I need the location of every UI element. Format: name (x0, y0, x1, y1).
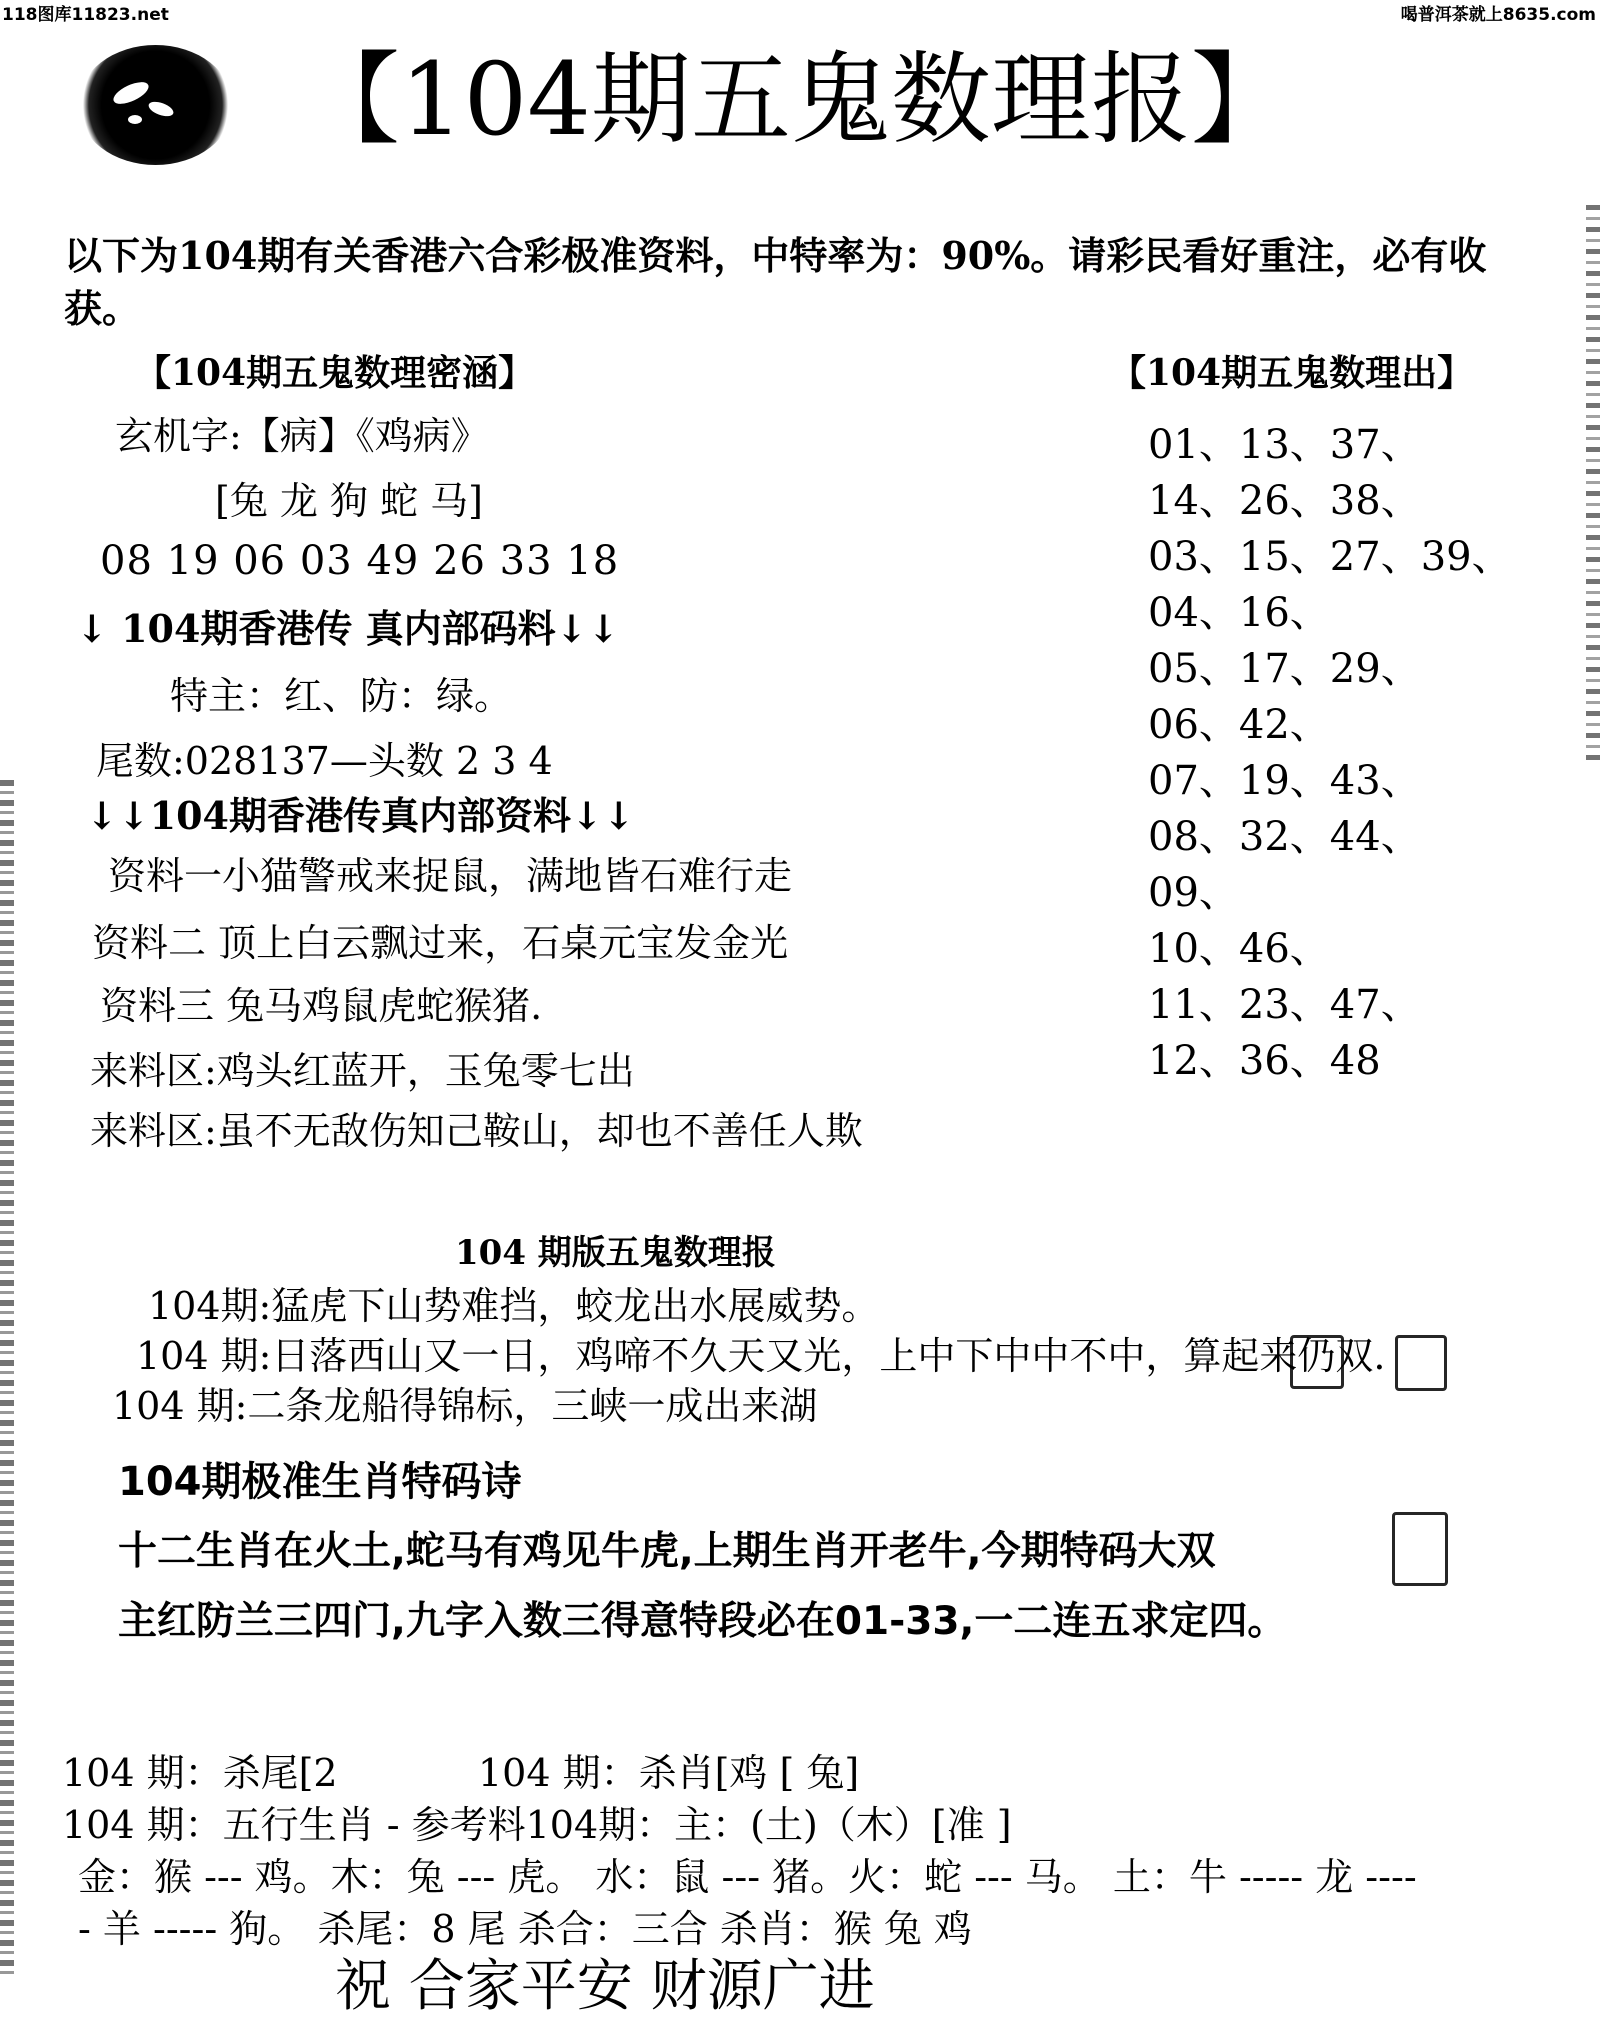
ziliao-1: 资料一小猫警戒来捉鼠，满地皆石难行走 (108, 854, 793, 898)
lottery-row: 09、 (1148, 870, 1239, 916)
middle-subtitle: 104 期版五鬼数理报 (455, 1233, 776, 1273)
left-edge-artifact (0, 780, 14, 1980)
numbers-line: 08 19 06 03 49 26 33 18 (100, 538, 620, 584)
site-left-label: 118图库11823.net (2, 5, 169, 25)
xuanji-line: 玄机字:【病】《鸡病》 (115, 414, 489, 458)
lailiao-1: 来料区:鸡头红蓝开，玉兔零七出 (90, 1049, 635, 1093)
intro-line-2: 获。 (64, 286, 141, 331)
scribble-mark (1290, 1335, 1344, 1389)
site-right-label: 喝普洱茶就上8635.com (1400, 5, 1596, 25)
scribble-mark (1395, 1335, 1447, 1391)
tezhu-line: 特主：红、防：绿。 (170, 674, 513, 718)
lottery-row: 07、19、43、 (1148, 758, 1421, 804)
bottom-kill-tail: 104 期：杀尾[2 (62, 1751, 338, 1795)
ziliao-3: 资料三 兔马鸡鼠虎蛇猴猪. (100, 984, 543, 1028)
right-section-heading: 【104期五鬼数理出】 (1110, 352, 1474, 394)
lailiao-2: 来料区:虽不无敌伤知己鞍山，却也不善任人欺 (90, 1109, 863, 1153)
middle-line-1: 104期:猛虎下山势难挡，蛟龙出水展威势。 (148, 1284, 880, 1328)
poem-line-1: 十二生肖在火土,蛇马有鸡见牛虎,上期生肖开老牛,今期特码大双 (118, 1529, 1216, 1574)
zodiac-line: [兔 龙 狗 蛇 马] (215, 479, 483, 523)
intro-line-1: 以下为104期有关香港六合彩极准资料，中特率为：90%。请彩民看好重注，必有收 (64, 233, 1487, 278)
lottery-row: 05、17、29、 (1148, 646, 1421, 692)
lottery-row: 10、46、 (1148, 926, 1330, 972)
lottery-row: 08、32、44、 (1148, 814, 1421, 860)
middle-line-3: 104 期:二条龙船得锦标，三峡一成出来湖 (112, 1384, 818, 1428)
lottery-row: 01、13、37、 (1148, 422, 1421, 468)
ziliao-2: 资料二 顶上白云飘过来，石桌元宝发金光 (92, 921, 789, 965)
scribble-mark (1392, 1512, 1448, 1586)
bottom-kill-zodiac: 104 期：杀肖[鸡 [ 兔] (478, 1751, 860, 1795)
right-edge-artifact (1586, 205, 1600, 765)
left-section-heading: 【104期五鬼数理密涵】 (135, 352, 535, 394)
lottery-row: 14、26、38、 (1148, 478, 1421, 524)
bottom-five-elements: 104 期：五行生肖 - 参考料104期：主：(土)（木）[准 ] (62, 1803, 1012, 1847)
poem-line-2: 主红防兰三四门,九字入数三得意特段必在01-33,一二连五求定四。 (118, 1599, 1287, 1644)
lottery-row: 12、36、48 (1148, 1038, 1381, 1084)
ghost-logo-icon (78, 45, 233, 165)
weishu-line: 尾数:028137—头数 2 3 4 (96, 739, 553, 783)
poem-heading: 104期极准生肖特码诗 (118, 1459, 522, 1505)
lottery-row: 03、15、27、39、 (1148, 534, 1512, 580)
middle-line-2: 104 期:日落西山又一日，鸡啼不久天又光，上中下中中不中，算起来仍双. (136, 1334, 1386, 1378)
hk-fax-line-1: ↓ 104期香港传 真内部码料↓↓ (76, 606, 620, 651)
lottery-row: 06、42、 (1148, 702, 1330, 748)
page-title: 【104期五鬼数理报】 (300, 41, 1291, 158)
lottery-row: 04、16、 (1148, 590, 1330, 636)
bottom-elements-mapping-2: - 羊 ----- 狗。 杀尾：8 尾 杀合：三合 杀肖：猴 兔 鸡 (78, 1907, 972, 1951)
bottom-elements-mapping-1: 金：猴 --- 鸡。木：兔 --- 虎。 水：鼠 --- 猪。火：蛇 --- 马。 土：牛 ----- 龙 ---- (78, 1855, 1417, 1899)
lottery-row: 11、23、47、 (1148, 982, 1421, 1028)
hk-fax-line-2: ↓↓104期香港传真内部资料↓↓ (86, 793, 635, 838)
bottom-blessing: 祝 合家平安 财源广进 (335, 1954, 875, 2019)
